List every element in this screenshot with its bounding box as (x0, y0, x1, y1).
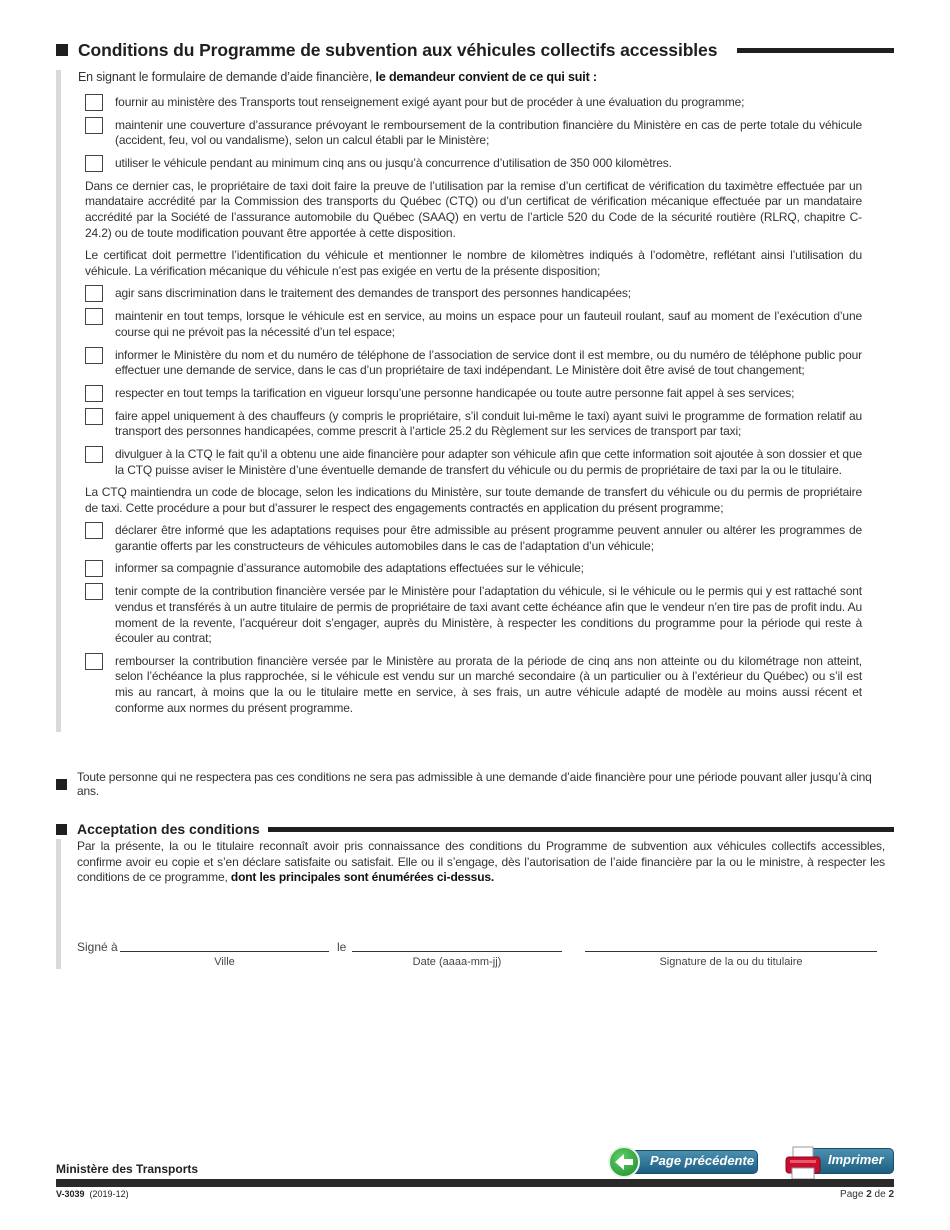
section-heading (56, 40, 894, 60)
condition-text: maintenir en tout temps, lorsque le véhicule est en service, au moins un espace pour un fauteuil roulant, sauf au moment de l’exécution d’une course qui ne prévoit pas la nécessité d’un tel espace; (115, 309, 862, 339)
condition-text: tenir compte de la contribution financière versée par le Ministère pour l’adaptation du véhicule, si le véhicule ou le permis qui y est rattaché sont vendus et transférés à un autre titulaire de permis de propriétaire de taxi avant cette échéance afin que le vendeur n’en tire pas de profit indu. Au moment de la revente, l’acquéreur doit s’engager, auprès du Ministère, à respecter les conditions du programme pour la période qui reste à écouler au contrat; (115, 584, 862, 646)
signature-row (77, 940, 887, 970)
condition-checkbox[interactable] (85, 117, 103, 134)
condition-text: informer sa compagnie d’assurance automobile des adaptations effectuées sur le véhicule; (115, 561, 584, 576)
condition-item (78, 447, 862, 478)
condition-item (78, 348, 862, 379)
condition-checkbox[interactable] (85, 446, 103, 463)
condition-checkbox[interactable] (85, 308, 103, 325)
condition-item (78, 409, 862, 440)
condition-text: déclarer être informé que les adaptations requises pour être admissible au présent programme peuvent annuler ou altérer les programmes de garantie offerts par les constructeurs de véhicules automobiles dans le cas de l’adaptation d’un véhicule; (115, 523, 862, 553)
date-input[interactable] (352, 951, 562, 952)
signature-input[interactable] (585, 951, 877, 952)
condition-checkbox[interactable] (85, 285, 103, 302)
printer-icon (784, 1146, 824, 1180)
previous-page-button[interactable] (608, 1146, 758, 1178)
taxi-proof-paragraph: Dans ce dernier cas, le propriétaire de taxi doit faire la preuve de l’utilisation par la remise d’un certificat de vérification du taximètre effectuée par un mandataire accrédité par la Commission des transports du Québec (CTQ) ou d’un certificat de vérification mécanique effectuée par un mandataire accrédité par la Société de l’assurance automobile du Québec (SAAQ) en vertu de l’article 520 du Code de la sécurité routière (RLRQ, chapitre C-24.2) ou de toute modification pouvant être apportée à cette disposition. (85, 178, 862, 240)
condition-item (78, 561, 862, 577)
condition-item (78, 95, 862, 111)
condition-checkbox[interactable] (85, 583, 103, 600)
acceptance-text: Par la présente, la ou le titulaire reconnaît avoir pris connaissance des conditions du Programme de subvention aux véhicules collectifs accessibles, confirme avoir eu copie et s’en déclare satisfaite ou satisfait. Elle ou il s’engage, dès l’autorisation de l’aide financière par la ou le ministre, à respecter les conditions de ce programme, dont les principales sont énumérées ci-dessus. (77, 839, 885, 885)
notice-square-icon (56, 779, 67, 790)
conditions-intro: En signant le formulaire de demande d’aide financière, le demandeur convient de ce qui suit : (78, 70, 597, 84)
form-code: V-3039 (2019-12) (56, 1189, 129, 1199)
acceptance-side-bar (56, 839, 61, 969)
page-title: Conditions du Programme de subvention aux véhicules collectifs accessibles (78, 39, 718, 60)
footer-bar (56, 1179, 894, 1187)
print-button[interactable] (784, 1146, 894, 1180)
back-arrow-glyph (610, 1148, 638, 1176)
condition-item (78, 309, 862, 340)
condition-item (78, 523, 862, 554)
condition-checkbox[interactable] (85, 385, 103, 402)
condition-text: agir sans discrimination dans le traitement des demandes de transport des personnes handicapées; (115, 286, 631, 301)
print-label: Imprimer (828, 1152, 884, 1167)
condition-checkbox[interactable] (85, 653, 103, 670)
certificate-paragraph: Le certificat doit permettre l’identification du véhicule et mentionner le nombre de kilomètres indiqués à l’odomètre, reflétant ainsi l’utilisation du véhicule. La vérification mécanique du véhicule n’est pas exigée en vertu de la présente disposition; (85, 248, 862, 278)
condition-item (78, 386, 862, 402)
conditions-side-bar (56, 70, 61, 732)
heading-rule (737, 48, 894, 53)
notice-text: Toute personne qui ne respectera pas ces conditions ne sera pas admissible à une demande d’aide financière pour une période pouvant aller jusqu’à cinq ans. (77, 770, 872, 798)
date-on-label: le (337, 940, 347, 954)
condition-checkbox[interactable] (85, 560, 103, 577)
acceptance-square-icon (56, 824, 67, 835)
acceptance-title: Acceptation des conditions (77, 821, 260, 837)
condition-item (78, 156, 862, 172)
condition-item (78, 654, 862, 716)
condition-checkbox[interactable] (85, 94, 103, 111)
condition-checkbox[interactable] (85, 522, 103, 539)
condition-text: rembourser la contribution financière versée par le Ministère au prorata de la période de cinq ans non atteinte ou du kilométrage non atteint, selon l’échéance la plus rapprochée, si le véhicule est vendu sur un marché secondaire (à un particulier ou à l’extérieur du Québec) ou s’il est mis au rancart, à moins que la ou le titulaire mette en service, à ses frais, un autre véhicule adapté de modèle au moins aussi récent et conforme aux normes du présent programme. (115, 653, 862, 715)
ministry-name: Ministère des Transports (56, 1162, 199, 1176)
page-number: Page 2 de 2 (840, 1189, 894, 1200)
acceptance-heading (56, 821, 894, 837)
condition-checkbox[interactable] (85, 155, 103, 172)
acceptance-rule (268, 827, 894, 832)
previous-page-label: Page précédente (650, 1153, 755, 1168)
condition-text: fournir au ministère des Transports tout renseignement exigé ayant pour but de procéder à une évaluation du programme; (115, 94, 745, 109)
heading-square-icon (56, 44, 68, 56)
back-arrow-icon (608, 1146, 640, 1178)
condition-text: maintenir une couverture d’assurance prévoyant le remboursement de la contribution financière du Ministère en cas de perte totale du véhicule (accident, feu, vol ou vandalisme), selon un calcul établi par le Ministère; (115, 117, 862, 148)
condition-item (78, 286, 862, 302)
signed-at-label: Signé à (77, 940, 118, 954)
ineligibility-notice (56, 770, 894, 798)
condition-item (78, 584, 862, 646)
condition-checkbox[interactable] (85, 408, 103, 425)
condition-text: faire appel uniquement à des chauffeurs (y compris le propriétaire, s’il conduit lui-même le taxi) ayant suivi le programme de formation relatif au transport des personnes handicapées, comme prescrit à l’article 25.2 du Règlement sur les services de transport par taxi; (115, 408, 862, 439)
condition-text: respecter en tout temps la tarification en vigueur lorsqu’une personne handicapée ou toute autre personne fait appel à ses services; (115, 385, 795, 400)
condition-text: divulguer à la CTQ le fait qu’il a obtenu une aide financière pour adapter son véhicule afin que cette information soit ajoutée à son dossier et que la CTQ puisse aviser le Ministère d’une éventuelle demande de transfert du véhicule ou du permis de propriétaire de taxi par la ou le titulaire. (115, 446, 862, 477)
city-caption: Ville (214, 956, 235, 968)
signature-caption: Signature de la ou du titulaire (659, 956, 803, 968)
city-input[interactable] (120, 951, 329, 952)
condition-checkbox[interactable] (85, 347, 103, 364)
conditions-section (78, 70, 862, 723)
condition-text: utiliser le véhicule pendant au minimum cinq ans ou jusqu’à concurrence d’utilisation de 350 000 kilomètres. (115, 155, 672, 170)
date-caption: Date (aaaa-mm-jj) (412, 956, 502, 968)
condition-text: informer le Ministère du nom et du numéro de téléphone de l’association de service dont il est membre, ou du numéro de téléphone public pour effectuer une demande de service, dans le cas d’un propriétaire de taxi indépendant. Le Ministère doit être avisé de tout changement; (115, 347, 862, 378)
ctq-block-paragraph: La CTQ maintiendra un code de blocage, selon les indications du Ministère, sur toute demande de transfert du véhicule ou du permis de propriétaire de taxi. Cette procédure a pour but d’assurer le respect des engagements contractés en application du présent programme; (85, 485, 862, 515)
condition-item (78, 118, 862, 149)
